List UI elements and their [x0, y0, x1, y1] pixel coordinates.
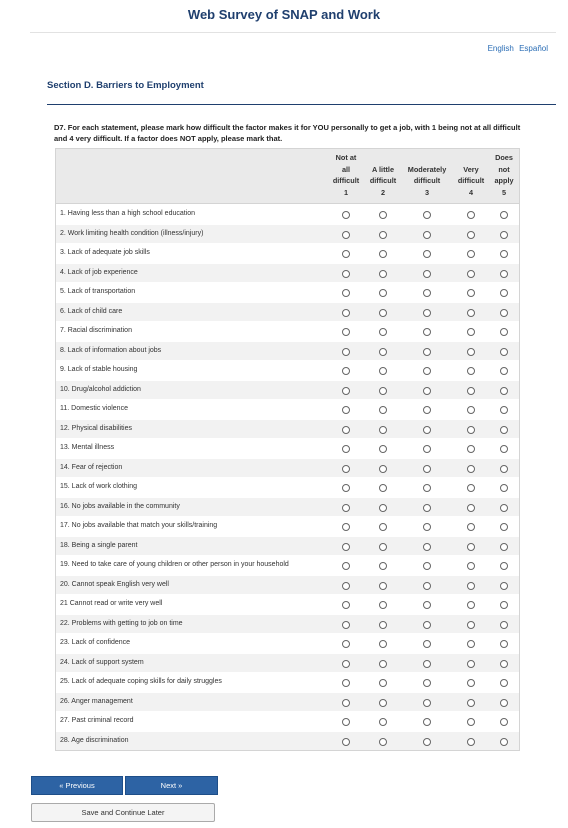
row-label: 21 Cannot read or write very well	[60, 600, 163, 607]
question-row	[56, 477, 519, 497]
header-divider	[30, 32, 556, 33]
rating-radio-1[interactable]	[342, 640, 350, 648]
rating-radio-5[interactable]	[500, 309, 508, 317]
row-label: 12. Physical disabilities	[60, 424, 132, 432]
rating-radio-5[interactable]	[500, 406, 508, 414]
question-row	[56, 204, 519, 224]
rating-radio-5[interactable]	[500, 601, 508, 609]
language-switcher	[485, 44, 548, 53]
rating-radio-5[interactable]	[500, 387, 508, 395]
rating-radio-2[interactable]	[379, 426, 387, 434]
rating-radio-3[interactable]	[423, 309, 431, 317]
rating-radio-3[interactable]	[423, 679, 431, 687]
rating-radio-5[interactable]	[500, 738, 508, 746]
question-row	[56, 536, 519, 556]
rating-radio-1[interactable]	[342, 718, 350, 726]
rating-radio-3[interactable]	[423, 445, 431, 453]
section-divider	[47, 104, 556, 105]
rating-radio-5[interactable]	[500, 679, 508, 687]
rating-radio-3[interactable]	[423, 289, 431, 297]
column-header-line: Very	[463, 164, 479, 174]
rating-radio-4[interactable]	[467, 387, 475, 395]
row-label: 10. Drug/alcohol addiction	[60, 385, 141, 393]
row-label: 15. Lack of work clothing	[60, 483, 138, 490]
row-label: 14. Fear of rejection	[60, 463, 123, 471]
row-label: 23. Lack of confidence	[60, 639, 131, 646]
row-label: 18. Being a single parent	[60, 541, 138, 549]
rating-radio-4[interactable]	[467, 426, 475, 434]
rating-radio-1[interactable]	[342, 523, 350, 531]
question-row	[56, 672, 519, 692]
rating-radio-2[interactable]	[379, 718, 387, 726]
rating-radio-3[interactable]	[423, 348, 431, 356]
rating-radio-4[interactable]	[467, 601, 475, 609]
rating-radio-2[interactable]	[379, 523, 387, 531]
rating-radio-4[interactable]	[467, 582, 475, 590]
row-label: 9. Lack of stable housing	[60, 366, 138, 373]
column-header-line: Not at	[335, 153, 357, 162]
rating-radio-2[interactable]	[379, 250, 387, 258]
rating-radio-4[interactable]	[467, 504, 475, 512]
rating-radio-4[interactable]	[467, 309, 475, 317]
question-row	[56, 360, 519, 380]
column-header-line: difficult	[413, 176, 441, 185]
rating-radio-5[interactable]	[500, 562, 508, 570]
rating-radio-2[interactable]	[379, 328, 387, 336]
rating-radio-1[interactable]	[342, 426, 350, 434]
rating-radio-5[interactable]	[500, 231, 508, 239]
rating-radio-1[interactable]	[342, 367, 350, 375]
rating-radio-2[interactable]	[379, 601, 387, 609]
rating-radio-5[interactable]	[500, 718, 508, 726]
rating-radio-5[interactable]	[500, 250, 508, 258]
rating-radio-5[interactable]	[500, 699, 508, 707]
rating-radio-2[interactable]	[379, 406, 387, 414]
rating-radio-4[interactable]	[467, 738, 475, 746]
row-label: 26. Anger management	[60, 697, 133, 705]
rating-radio-3[interactable]	[423, 484, 431, 492]
rating-radio-4[interactable]	[467, 328, 475, 336]
rating-radio-3[interactable]	[423, 738, 431, 746]
rating-radio-1[interactable]	[342, 406, 350, 414]
row-label: 3. Lack of adequate job skills	[60, 249, 150, 256]
rating-radio-2[interactable]	[379, 562, 387, 570]
row-label: 8. Lack of information about jobs	[60, 346, 162, 354]
rating-radio-4[interactable]	[467, 621, 475, 629]
rating-radio-2[interactable]	[379, 309, 387, 317]
rating-radio-1[interactable]	[342, 250, 350, 258]
rating-radio-3[interactable]	[423, 523, 431, 531]
question-row	[56, 711, 519, 731]
rating-radio-1[interactable]	[342, 465, 350, 473]
rating-radio-3[interactable]	[423, 328, 431, 336]
question-row	[56, 302, 519, 322]
rating-radio-2[interactable]	[379, 465, 387, 473]
rating-radio-1[interactable]	[342, 328, 350, 336]
row-label: 2. Work limiting health condition (illness/injury)	[60, 229, 204, 237]
column-header	[482, 152, 526, 198]
rating-radio-4[interactable]	[467, 367, 475, 375]
column-header-line: difficult	[369, 176, 397, 185]
rating-radio-2[interactable]	[379, 387, 387, 395]
row-label: 20. Cannot speak English very well	[60, 580, 169, 588]
rating-radio-5[interactable]	[500, 660, 508, 668]
rating-radio-3[interactable]	[423, 426, 431, 434]
rating-radio-2[interactable]	[379, 289, 387, 297]
column-header-line: apply	[494, 176, 514, 185]
question-row	[56, 399, 519, 419]
rating-radio-1[interactable]	[342, 231, 350, 239]
rating-radio-4[interactable]	[467, 211, 475, 219]
column-header-line: difficult	[332, 176, 360, 185]
rating-radio-2[interactable]	[379, 543, 387, 551]
row-label: 1. Having less than a high school education	[60, 210, 196, 217]
row-label: 28. Age discrimination	[60, 736, 129, 744]
rating-radio-5[interactable]	[500, 289, 508, 297]
rating-radio-5[interactable]	[500, 270, 508, 278]
question-row	[56, 341, 519, 361]
rating-radio-1[interactable]	[342, 270, 350, 278]
row-label: 27. Past criminal record	[60, 717, 134, 724]
rating-radio-4[interactable]	[467, 543, 475, 551]
rating-radio-1[interactable]	[342, 601, 350, 609]
rating-radio-1[interactable]	[342, 738, 350, 746]
rating-radio-4[interactable]	[467, 445, 475, 453]
rating-radio-4[interactable]	[467, 640, 475, 648]
column-header	[361, 164, 405, 199]
question-row	[56, 243, 519, 263]
rating-radio-2[interactable]	[379, 640, 387, 648]
column-header-line: 1	[343, 187, 349, 197]
rating-radio-3[interactable]	[423, 601, 431, 609]
question-row	[56, 692, 519, 712]
rating-radio-3[interactable]	[423, 504, 431, 512]
rating-radio-3[interactable]	[423, 543, 431, 551]
question-row	[56, 653, 519, 673]
column-header-line: Does	[495, 153, 513, 162]
rating-radio-4[interactable]	[467, 660, 475, 668]
rating-radio-5[interactable]	[500, 211, 508, 219]
language-english-link[interactable]: English	[487, 44, 514, 53]
rating-radio-3[interactable]	[423, 718, 431, 726]
question-row	[56, 497, 519, 517]
question-row	[56, 731, 519, 751]
row-label: 11. Domestic violence	[60, 405, 128, 412]
rating-radio-5[interactable]	[500, 523, 508, 531]
rating-radio-5[interactable]	[500, 426, 508, 434]
rating-radio-3[interactable]	[423, 387, 431, 395]
question-row	[56, 575, 519, 595]
rating-radio-5[interactable]	[500, 621, 508, 629]
rating-radio-2[interactable]	[379, 738, 387, 746]
rating-radio-5[interactable]	[500, 348, 508, 356]
rating-radio-2[interactable]	[379, 621, 387, 629]
rating-radio-1[interactable]	[342, 289, 350, 297]
rating-radio-4[interactable]	[467, 699, 475, 707]
rating-radio-5[interactable]	[500, 582, 508, 590]
rating-radio-2[interactable]	[379, 348, 387, 356]
rating-radio-1[interactable]	[342, 543, 350, 551]
rating-radio-3[interactable]	[423, 621, 431, 629]
rating-radio-2[interactable]	[379, 484, 387, 492]
rating-radio-3[interactable]	[423, 270, 431, 278]
row-label: 13. Mental illness	[60, 444, 115, 451]
rating-radio-1[interactable]	[342, 679, 350, 687]
language-espanol-link[interactable]: Español	[519, 44, 548, 53]
question-row	[56, 438, 519, 458]
column-header-line: 2	[380, 187, 386, 197]
rating-radio-2[interactable]	[379, 367, 387, 375]
row-label: 5. Lack of transportation	[60, 288, 136, 295]
rating-radio-2[interactable]	[379, 211, 387, 219]
rating-radio-4[interactable]	[467, 348, 475, 356]
rating-radio-3[interactable]	[423, 582, 431, 590]
rating-radio-2[interactable]	[379, 504, 387, 512]
rating-radio-2[interactable]	[379, 699, 387, 707]
column-header	[405, 164, 449, 199]
row-label: 16. No jobs available in the community	[60, 502, 180, 510]
rating-radio-2[interactable]	[379, 679, 387, 687]
question-row	[56, 380, 519, 400]
question-row	[56, 594, 519, 614]
rating-radio-1[interactable]	[342, 660, 350, 668]
row-label: 19. Need to take care of young children or other person in your household	[60, 561, 289, 568]
row-label: 22. Problems with getting to job on time	[60, 619, 183, 627]
rating-radio-3[interactable]	[423, 660, 431, 668]
rating-radio-2[interactable]	[379, 660, 387, 668]
save-continue-later-button[interactable]: Save and Continue Later	[31, 803, 215, 822]
rating-radio-2[interactable]	[379, 582, 387, 590]
column-header-line: 4	[468, 187, 474, 197]
rating-radio-5[interactable]	[500, 640, 508, 648]
rating-radio-5[interactable]	[500, 445, 508, 453]
rating-radio-4[interactable]	[467, 270, 475, 278]
rating-radio-2[interactable]	[379, 445, 387, 453]
column-header-line: difficult	[457, 176, 485, 185]
rating-radio-2[interactable]	[379, 270, 387, 278]
rating-radio-3[interactable]	[423, 367, 431, 375]
rating-radio-3[interactable]	[423, 640, 431, 648]
question-text: D7. For each statement, please mark how difficult the factor makes it for YOU personally to get a job, with 1 being not at all difficult and 4 very difficult. If a factor does NOT apply, please mark that.	[54, 123, 521, 143]
column-header-line: 3	[424, 187, 430, 197]
rating-radio-4[interactable]	[467, 523, 475, 531]
rating-radio-1[interactable]	[342, 621, 350, 629]
rating-radio-4[interactable]	[467, 289, 475, 297]
question-row	[56, 555, 519, 575]
rating-radio-4[interactable]	[467, 718, 475, 726]
rating-radio-3[interactable]	[423, 465, 431, 473]
rating-radio-5[interactable]	[500, 504, 508, 512]
rating-radio-3[interactable]	[423, 231, 431, 239]
rating-radio-1[interactable]	[342, 699, 350, 707]
rating-radio-4[interactable]	[467, 250, 475, 258]
row-label: 25. Lack of adequate coping skills for daily struggles	[60, 678, 222, 685]
rating-radio-4[interactable]	[467, 231, 475, 239]
survey-title: Web Survey of SNAP and Work	[187, 7, 381, 22]
rating-radio-1[interactable]	[342, 504, 350, 512]
column-header-line: Moderately	[407, 164, 447, 174]
rating-radio-4[interactable]	[467, 484, 475, 492]
question-row	[56, 614, 519, 634]
grid-header	[56, 149, 519, 204]
rating-radio-5[interactable]	[500, 465, 508, 473]
section-title: Section D. Barriers to Employment	[47, 80, 204, 91]
rating-radio-3[interactable]	[423, 250, 431, 258]
question-row	[56, 321, 519, 341]
rating-radio-1[interactable]	[342, 348, 350, 356]
response-grid	[55, 148, 520, 751]
rating-radio-1[interactable]	[342, 309, 350, 317]
rating-radio-4[interactable]	[467, 562, 475, 570]
rating-radio-3[interactable]	[423, 406, 431, 414]
column-header-line: all	[341, 164, 351, 174]
rating-radio-5[interactable]	[500, 367, 508, 375]
rating-radio-2[interactable]	[379, 231, 387, 239]
question-row	[56, 516, 519, 536]
grid-body	[56, 204, 519, 750]
question-row	[56, 419, 519, 439]
rating-radio-4[interactable]	[467, 465, 475, 473]
question-row	[56, 224, 519, 244]
rating-radio-1[interactable]	[342, 387, 350, 395]
column-header-line: 5	[501, 187, 507, 197]
rating-radio-3[interactable]	[423, 699, 431, 707]
rating-radio-4[interactable]	[467, 679, 475, 687]
column-header-line: A little	[371, 164, 395, 174]
row-label: 24. Lack of support system	[60, 658, 144, 666]
question-row	[56, 282, 519, 302]
question-row	[56, 633, 519, 653]
rating-radio-3[interactable]	[423, 562, 431, 570]
rating-radio-3[interactable]	[423, 211, 431, 219]
row-label: 6. Lack of child care	[60, 307, 123, 315]
previous-button[interactable]: « Previous	[31, 776, 123, 795]
rating-radio-1[interactable]	[342, 445, 350, 453]
column-header-line: not	[498, 164, 510, 174]
rating-radio-5[interactable]	[500, 328, 508, 336]
question-row	[56, 263, 519, 283]
row-label: 17. No jobs available that match your skills/training	[60, 522, 218, 529]
rating-radio-1[interactable]	[342, 562, 350, 570]
row-label: 7. Racial discrimination	[60, 327, 132, 334]
question-row	[56, 458, 519, 478]
row-label: 4. Lack of job experience	[60, 268, 138, 276]
rating-radio-1[interactable]	[342, 582, 350, 590]
rating-radio-1[interactable]	[342, 211, 350, 219]
rating-radio-5[interactable]	[500, 543, 508, 551]
next-button[interactable]: Next »	[125, 776, 218, 795]
rating-radio-1[interactable]	[342, 484, 350, 492]
rating-radio-4[interactable]	[467, 406, 475, 414]
rating-radio-5[interactable]	[500, 484, 508, 492]
